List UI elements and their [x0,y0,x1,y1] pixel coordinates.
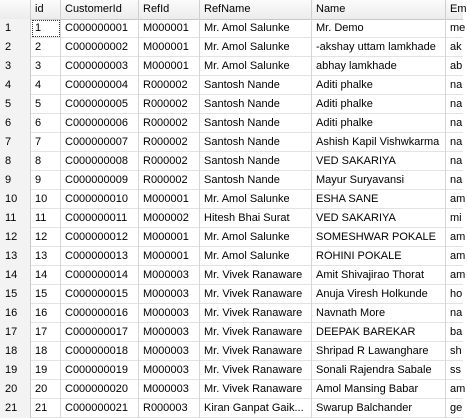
cell-id[interactable]: 15 [31,285,61,304]
cell-refname[interactable]: Mr. Vivek Ranaware [200,380,312,399]
cell-id[interactable]: 19 [31,361,61,380]
cell-refid[interactable]: R000002 [139,76,200,95]
header-rownum [0,0,31,19]
cell-refid[interactable]: M000001 [139,190,200,209]
cell-refid[interactable]: M000003 [139,266,200,285]
table-row[interactable] [0,399,463,418]
cell-email[interactable]: na [450,98,463,110]
grid-header [0,0,467,20]
cell-refid[interactable]: M000003 [139,342,200,361]
table-row[interactable] [0,171,463,190]
cell-customerid[interactable]: C000000003 [61,57,139,76]
cell-name[interactable]: Aditi phalke [312,76,446,95]
row-number[interactable]: 2 [0,38,31,57]
cell-customerid[interactable]: C000000015 [61,285,139,304]
table-row[interactable] [0,380,466,399]
cell-customerid[interactable]: C000000021 [61,399,139,418]
table-row[interactable] [0,209,463,228]
cell-refid[interactable]: M000001 [139,228,200,247]
table-row[interactable] [0,114,463,133]
cell-name[interactable]: VED SAKARIYA [312,152,446,171]
cell-refname[interactable]: Mr. Amol Salunke [200,228,312,247]
cell-id[interactable]: 1 [31,19,61,38]
cell-id[interactable]: 17 [31,323,61,342]
cell-id[interactable]: 21 [31,399,61,418]
cell-refid[interactable]: R000002 [139,171,200,190]
cell-name[interactable]: Sonali Rajendra Sabale [312,361,446,380]
cell-id[interactable]: 7 [31,133,61,152]
cell-name[interactable]: abhay lamkhade [312,57,446,76]
cell-refname[interactable]: Mr. Vivek Ranaware [200,361,312,380]
cell-refid[interactable]: R000002 [139,114,200,133]
header-refname[interactable]: RefName [200,0,312,19]
cell-name[interactable]: Mayur Suryavansi [312,171,446,190]
cell-name[interactable]: VED SAKARIYA [312,209,446,228]
cell-refid[interactable]: M000003 [139,361,200,380]
table-row[interactable] [0,361,463,380]
cell-refid[interactable]: R000003 [139,399,200,418]
cell-id[interactable]: 16 [31,304,61,323]
table-row[interactable] [0,342,463,361]
header-customerid[interactable]: CustomerId [61,0,139,19]
cell-refid[interactable]: M000003 [139,304,200,323]
table-row[interactable] [0,247,466,266]
cell-refname[interactable]: Santosh Nande [200,114,312,133]
table-row[interactable] [0,152,463,171]
cell-id[interactable]: 9 [31,171,61,190]
cell-name[interactable]: -akshay uttam lamkhade [312,38,446,57]
row-number[interactable]: 4 [0,76,31,95]
cell-customerid[interactable]: C000000008 [61,152,139,171]
cell-refname[interactable]: Santosh Nande [200,76,312,95]
cell-customerid[interactable]: C000000006 [61,114,139,133]
cell-id[interactable]: 8 [31,152,61,171]
row-number[interactable]: 1 [0,19,31,38]
cell-name[interactable]: DEEPAK BAREKAR [312,323,446,342]
row-number[interactable]: 6 [0,114,31,133]
cell-refid[interactable]: M000003 [139,285,200,304]
cell-customerid[interactable]: C000000002 [61,38,139,57]
cell-email[interactable]: sh [450,345,462,357]
cell-refid[interactable]: M000001 [139,57,200,76]
cell-id[interactable]: 18 [31,342,61,361]
cell-id[interactable]: 2 [31,38,61,57]
cell-refid[interactable]: M000001 [139,19,200,38]
cell-name[interactable]: ESHA SANE [312,190,446,209]
cell-email[interactable]: na [450,117,463,129]
row-number[interactable]: 8 [0,152,31,171]
row-number[interactable]: 7 [0,133,31,152]
row-number[interactable]: 14 [0,266,31,285]
table-row[interactable] [0,38,463,57]
cell-name[interactable]: Aditi phalke [312,95,446,114]
cell-email[interactable]: ab [450,60,463,72]
cell-customerid[interactable]: C000000012 [61,228,139,247]
header-name[interactable]: Name [312,0,446,19]
cell-email[interactable]: mi [450,212,462,224]
header-refid[interactable]: RefId [139,0,200,19]
cell-name[interactable]: SOMESHWAR POKALE [312,228,446,247]
row-number[interactable]: 5 [0,95,31,114]
table-row[interactable] [0,190,466,209]
cell-customerid[interactable]: C000000020 [61,380,139,399]
cell-name[interactable]: Navnath More [312,304,446,323]
cell-refid[interactable]: R000002 [139,152,200,171]
cell-refname[interactable]: Hitesh Bhai Surat [200,209,312,228]
row-number[interactable]: 17 [0,323,31,342]
cell-email[interactable]: na [450,174,463,186]
table-row[interactable] [0,57,463,76]
table-row[interactable] [0,133,463,152]
cell-email[interactable]: na [450,155,463,167]
table-row[interactable] [0,19,466,38]
cell-id[interactable]: 5 [31,95,61,114]
cell-customerid[interactable]: C000000014 [61,266,139,285]
cell-name[interactable]: Shripad R Lawanghare [312,342,446,361]
cell-name[interactable]: Aditi phalke [312,114,446,133]
cell-refid[interactable]: M000001 [139,38,200,57]
cell-id[interactable]: 13 [31,247,61,266]
cell-name[interactable]: Anuja Viresh Holkunde [312,285,446,304]
cell-refid[interactable]: M000003 [139,323,200,342]
cell-refname[interactable]: Santosh Nande [200,171,312,190]
row-number[interactable]: 13 [0,247,31,266]
table-row[interactable] [0,76,463,95]
cell-customerid[interactable]: C000000001 [61,19,139,38]
cell-refname[interactable]: Mr. Amol Salunke [200,247,312,266]
cell-refid[interactable]: R000002 [139,133,200,152]
table-row[interactable] [0,95,463,114]
cell-name[interactable]: Amit Shivajirao Thorat [312,266,446,285]
row-number[interactable]: 9 [0,171,31,190]
cell-email[interactable]: ba [450,326,463,338]
cell-refname[interactable]: Mr. Amol Salunke [200,38,312,57]
cell-refname[interactable]: Mr. Amol Salunke [200,19,312,38]
cell-customerid[interactable]: C000000010 [61,190,139,209]
table-row[interactable] [0,266,466,285]
row-number[interactable]: 19 [0,361,31,380]
cell-customerid[interactable]: C000000013 [61,247,139,266]
cell-email[interactable]: na [450,136,463,148]
cell-email[interactable]: am [450,250,466,262]
cell-id[interactable]: 14 [31,266,61,285]
row-number[interactable]: 11 [0,209,31,228]
row-number[interactable]: 16 [0,304,31,323]
cell-refname[interactable]: Mr. Vivek Ranaware [200,304,312,323]
row-number[interactable]: 20 [0,380,31,399]
cell-refid[interactable]: M000001 [139,247,200,266]
cell-refname[interactable]: Mr. Vivek Ranaware [200,342,312,361]
cell-refname[interactable]: Mr. Vivek Ranaware [200,323,312,342]
cell-name[interactable]: Ashish Kapil Vishwkarma [312,133,446,152]
cell-id[interactable]: 20 [31,380,61,399]
cell-email[interactable]: am [450,231,466,243]
cell-refname[interactable]: Santosh Nande [200,152,312,171]
cell-email[interactable]: ho [450,288,463,300]
cell-customerid[interactable]: C000000016 [61,304,139,323]
row-number[interactable]: 12 [0,228,31,247]
cell-email[interactable]: ss [450,364,461,376]
row-number[interactable]: 21 [0,399,31,418]
cell-id[interactable]: 11 [31,209,61,228]
cell-customerid[interactable]: C000000019 [61,361,139,380]
cell-refid[interactable]: M000003 [139,380,200,399]
cell-name[interactable]: Amol Mansing Babar [312,380,446,399]
row-number[interactable]: 15 [0,285,31,304]
row-number[interactable]: 3 [0,57,31,76]
cell-name[interactable]: Mr. Demo [312,19,446,38]
cell-id[interactable]: 4 [31,76,61,95]
cell-customerid[interactable]: C000000009 [61,171,139,190]
cell-refid[interactable]: R000002 [139,95,200,114]
cell-refname[interactable]: Santosh Nande [200,133,312,152]
row-number[interactable]: 18 [0,342,31,361]
cell-customerid[interactable]: C000000011 [61,209,139,228]
cell-customerid[interactable]: C000000007 [61,133,139,152]
cell-refid[interactable]: M000002 [139,209,200,228]
header-id[interactable]: id [31,0,61,19]
cell-customerid[interactable]: C000000005 [61,95,139,114]
table-row[interactable] [0,285,463,304]
cell-customerid[interactable]: C000000017 [61,323,139,342]
cell-refname[interactable]: Mr. Amol Salunke [200,57,312,76]
cell-email[interactable]: ak [450,41,462,53]
cell-email[interactable]: na [450,307,463,319]
cell-name[interactable]: Swarup Balchander [312,399,446,418]
table-row[interactable] [0,304,463,323]
cell-id[interactable]: 6 [31,114,61,133]
cell-email[interactable]: am [450,269,466,281]
row-number[interactable]: 10 [0,190,31,209]
cell-email[interactable]: na [450,79,463,91]
cell-email[interactable]: me [450,22,466,34]
cell-customerid[interactable]: C000000018 [61,342,139,361]
cell-name[interactable]: ROHINI POKALE [312,247,446,266]
cell-refname[interactable]: Mr. Vivek Ranaware [200,266,312,285]
cell-id[interactable]: 3 [31,57,61,76]
cell-email[interactable]: ge [450,402,463,414]
header-email[interactable]: Em [450,3,467,15]
cell-email[interactable]: am [450,383,466,395]
table-row[interactable] [0,228,466,247]
table-row[interactable] [0,323,463,342]
cell-refname[interactable]: Santosh Nande [200,95,312,114]
cell-refname[interactable]: Mr. Amol Salunke [200,190,312,209]
cell-refname[interactable]: Kiran Ganpat Gaik... [200,399,312,418]
cell-refname[interactable]: Mr. Vivek Ranaware [200,285,312,304]
cell-id[interactable]: 10 [31,190,61,209]
cell-email[interactable]: am [450,193,466,205]
cell-id[interactable]: 12 [31,228,61,247]
cell-customerid[interactable]: C000000004 [61,76,139,95]
